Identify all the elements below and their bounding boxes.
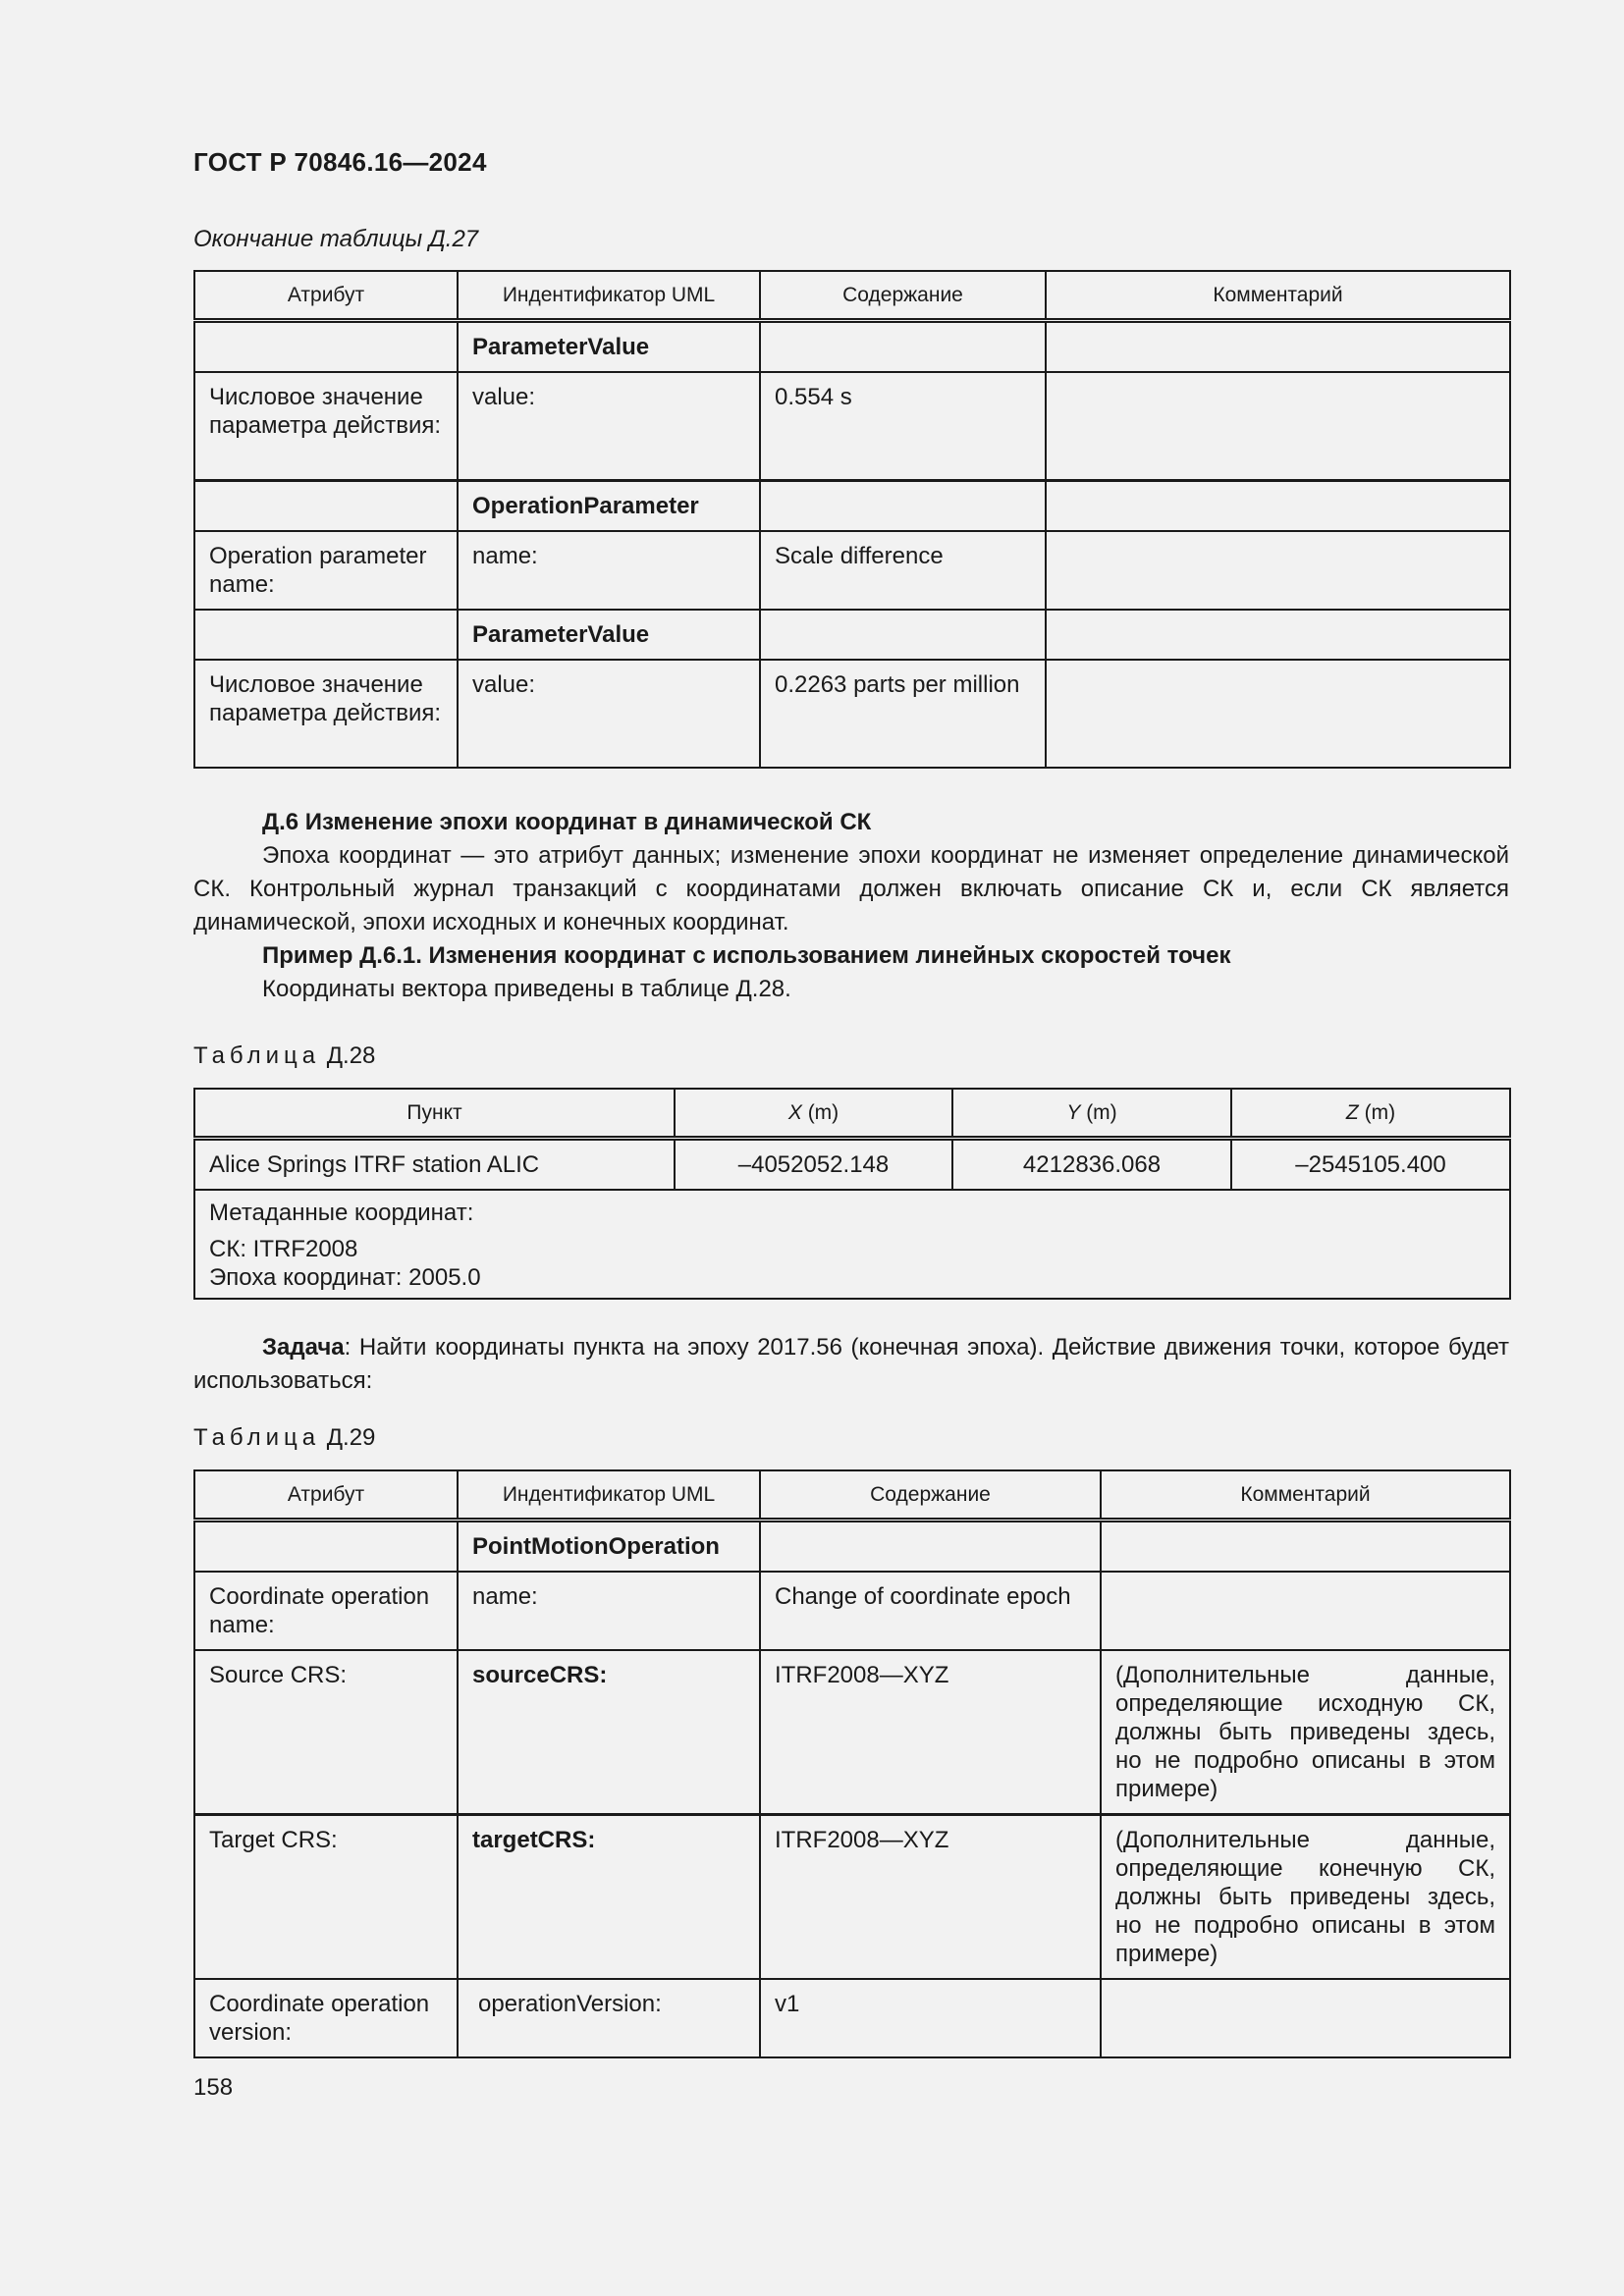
table-cell: ITRF2008—XYZ: [760, 1650, 1101, 1815]
table-cell: v1: [760, 1979, 1101, 2057]
table-cell: Alice Springs ITRF station ALIC: [194, 1139, 675, 1191]
table-continuation-caption: Окончание таблицы Д.27: [193, 226, 479, 252]
column-header: Индентификатор UML: [458, 1470, 760, 1521]
document-code: ГОСТ Р 70846.16—2024: [193, 147, 487, 177]
table-cell: [760, 480, 1046, 531]
table-row: [194, 531, 1510, 610]
table-cell: [760, 321, 1046, 373]
table-cell: [1101, 1979, 1510, 2057]
table-d27: [193, 270, 1511, 769]
table-cell: Change of coordinate epoch: [760, 1572, 1101, 1650]
table-cell: Числовое значение параметра действия:: [194, 372, 458, 480]
table-cell: value:: [458, 660, 760, 768]
table-cell: ParameterValue: [458, 321, 760, 373]
axis-symbol: Y: [1066, 1101, 1081, 1124]
table-cell: [760, 610, 1046, 660]
table-cell: Target CRS:: [194, 1815, 458, 1980]
task-paragraph: [193, 1331, 1509, 1398]
table-caption-word: Таблица: [193, 1042, 321, 1069]
table-cell: ParameterValue: [458, 610, 760, 660]
table-cell: name:: [458, 531, 760, 610]
table-header-row: [194, 1470, 1510, 1521]
table-cell: Source CRS:: [194, 1650, 458, 1815]
column-header: Индентификатор UML: [458, 271, 760, 321]
table-cell: [1046, 372, 1510, 480]
table-cell: Coordinate operation version:: [194, 1979, 458, 2057]
table-cell: 4212836.068: [952, 1139, 1231, 1191]
table-caption-number: Д.29: [326, 1424, 376, 1451]
table-caption-number: Д.28: [326, 1042, 376, 1069]
table-cell: PointMotionOperation: [458, 1521, 760, 1573]
table-row: [194, 1650, 1510, 1815]
example-title: Пример Д.6.1. Изменения координат с использованием линейных скоростей точек: [262, 942, 1231, 969]
table-row: [194, 372, 1510, 480]
column-header: Пункт: [194, 1089, 675, 1139]
table-row: [194, 610, 1510, 660]
column-header: [675, 1089, 952, 1139]
table-cell: [194, 1521, 458, 1573]
table-row: [194, 1572, 1510, 1650]
table-cell: Числовое значение параметра действия:: [194, 660, 458, 768]
table-caption: [193, 1042, 375, 1070]
metadata-cell: [194, 1190, 1510, 1299]
table-cell: –2545105.400: [1231, 1139, 1510, 1191]
table-d29: [193, 1469, 1511, 2058]
table-cell: Scale difference: [760, 531, 1046, 610]
axis-symbol: Z: [1345, 1101, 1359, 1124]
table-cell: Operation parameter name:: [194, 531, 458, 610]
task-text: [193, 1331, 1509, 1398]
table-cell: [760, 1521, 1101, 1573]
column-header: [952, 1089, 1231, 1139]
table-cell: [1046, 321, 1510, 373]
table-row: [194, 480, 1510, 531]
section-d6: [193, 806, 1509, 1006]
table-cell: targetCRS:: [458, 1815, 760, 1980]
table-caption-word: Таблица: [193, 1424, 321, 1451]
column-header: Комментарий: [1101, 1470, 1510, 1521]
table-cell: sourceCRS:: [458, 1650, 760, 1815]
table-row: [194, 1139, 1510, 1191]
unit-label: (m): [807, 1101, 839, 1124]
column-header: Атрибут: [194, 271, 458, 321]
table-cell: 0.2263 parts per million: [760, 660, 1046, 768]
section-heading: Д.6 Изменение эпохи координат в динамической СК: [262, 809, 872, 835]
table-row: [194, 1521, 1510, 1573]
table-header-row: [194, 1089, 1510, 1139]
table-cell: OperationParameter: [458, 480, 760, 531]
table-cell: [194, 321, 458, 373]
table-caption: [193, 1424, 375, 1452]
table-cell: [1101, 1572, 1510, 1650]
table-row: [194, 1979, 1510, 2057]
table-cell: (Дополнительные данные, определяющие исходную СК, должны быть приведены здесь, но не подробно описаны в этом примере): [1101, 1650, 1510, 1815]
table-cell: [1046, 610, 1510, 660]
table-cell: [194, 610, 458, 660]
table-d28: [193, 1088, 1511, 1300]
table-row: [194, 1815, 1510, 1980]
column-header: Содержание: [760, 1470, 1101, 1521]
column-header: Атрибут: [194, 1470, 458, 1521]
table-cell: [1101, 1521, 1510, 1573]
table-cell: operationVersion:: [458, 1979, 760, 2057]
section-paragraph: Эпоха координат — это атрибут данных; изменение эпохи координат не изменяет определение динамической СК. Контрольный журнал транзакций с координатами должен включать описание СК и, если СК является динамической, эпохи исходных и конечных координат.: [193, 842, 1509, 935]
table-cell: (Дополнительные данные, определяющие конечную СК, должны быть приведены здесь, но не подробно описаны в этом примере): [1101, 1815, 1510, 1980]
table-cell: [1046, 660, 1510, 768]
metadata-title: Метаданные координат:: [209, 1200, 474, 1226]
metadata-epoch: Эпоха координат: 2005.0: [209, 1264, 481, 1291]
unit-label: (m): [1086, 1101, 1117, 1124]
table-row: [194, 660, 1510, 768]
table-cell: [1046, 531, 1510, 610]
table-cell: value:: [458, 372, 760, 480]
table-cell: [194, 480, 458, 531]
table-cell: –4052052.148: [675, 1139, 952, 1191]
table-header-row: [194, 271, 1510, 321]
table-cell: name:: [458, 1572, 760, 1650]
column-header: Комментарий: [1046, 271, 1510, 321]
table-row: [194, 321, 1510, 373]
column-header: [1231, 1089, 1510, 1139]
table-cell: 0.554 s: [760, 372, 1046, 480]
task-label: Задача: [262, 1334, 345, 1361]
table-cell: ITRF2008—XYZ: [760, 1815, 1101, 1980]
table-cell: Coordinate operation name:: [194, 1572, 458, 1650]
task-body: : Найти координаты пункта на эпоху 2017.56 (конечная эпоха). Действие движения точки, которое будет использоваться:: [193, 1334, 1509, 1394]
table-cell: [1046, 480, 1510, 531]
table-row: [194, 1190, 1510, 1299]
page-number: 158: [193, 2074, 234, 2101]
section-paragraph: Координаты вектора приведены в таблице Д.28.: [262, 976, 791, 1002]
column-header: Содержание: [760, 271, 1046, 321]
axis-symbol: X: [787, 1101, 802, 1124]
unit-label: (m): [1364, 1101, 1396, 1124]
metadata-crs: СК: ITRF2008: [209, 1236, 358, 1262]
